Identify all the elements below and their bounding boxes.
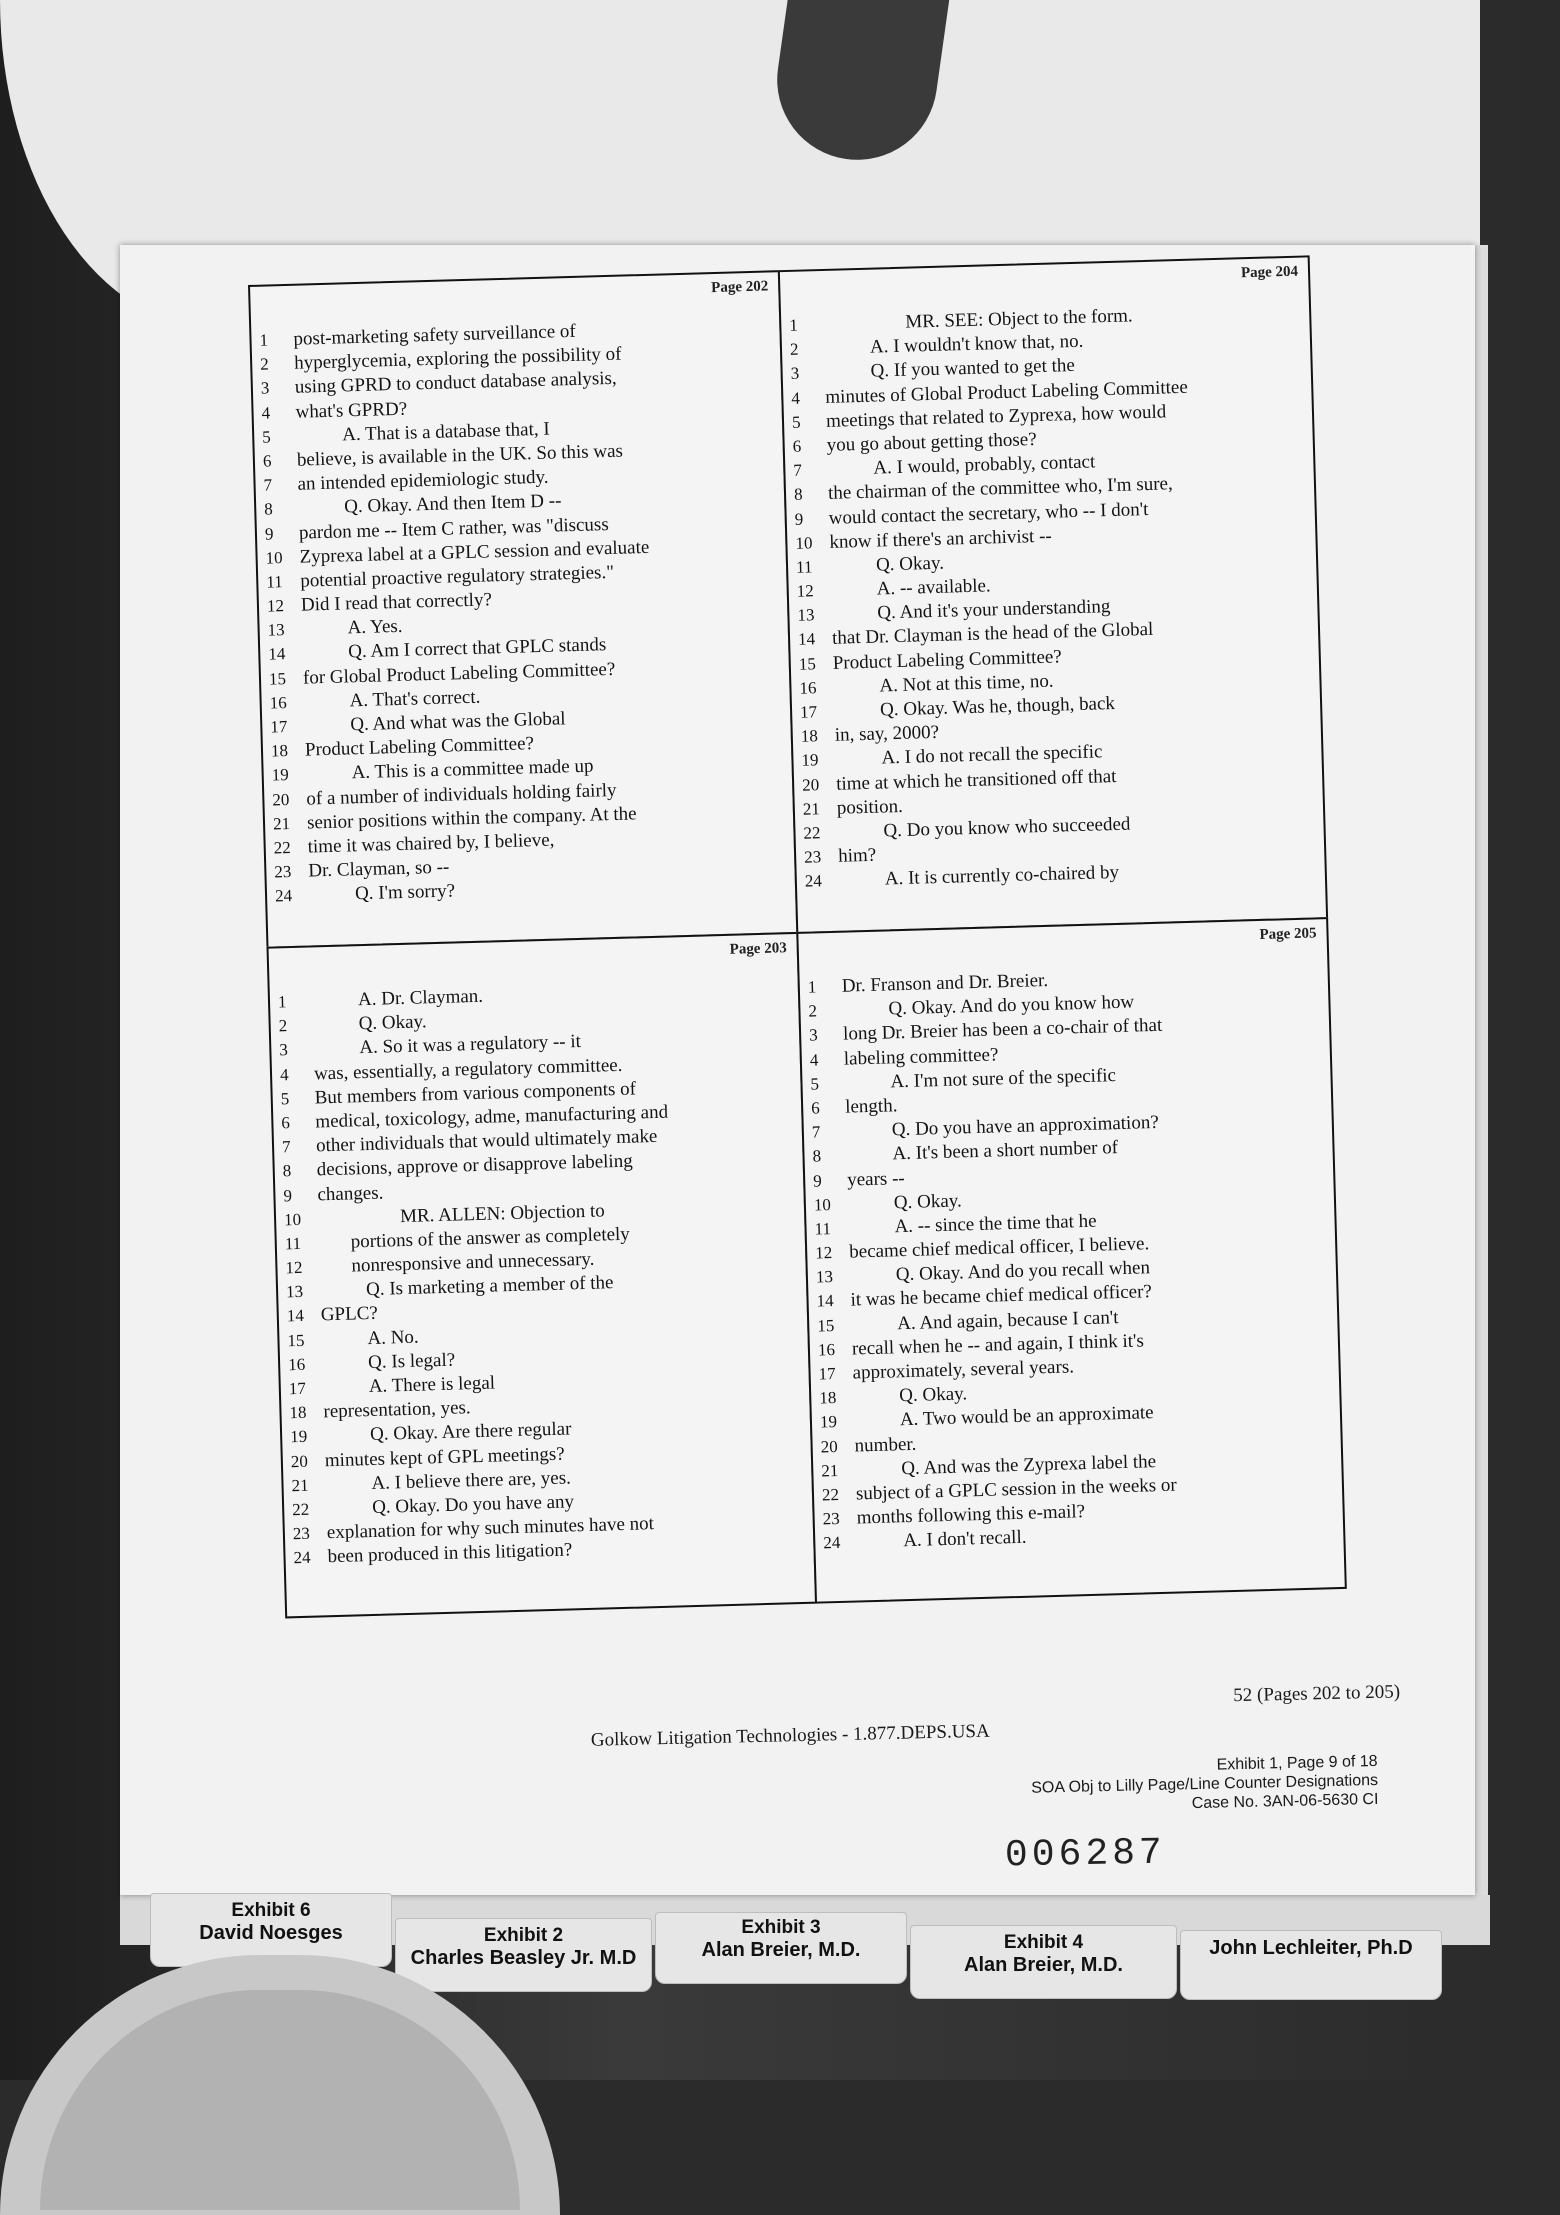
line-number: 17 — [288, 1378, 307, 1399]
line-number: 10 — [795, 533, 813, 553]
line-text: Q. Do you know who succeeded — [883, 813, 1131, 842]
line-number: 15 — [287, 1330, 305, 1350]
line-text: explanation for why such minutes have not — [326, 1513, 655, 1544]
line-text: post-marketing safety surveillance of — [293, 320, 576, 350]
tab-title: Exhibit 6 — [231, 1900, 311, 1921]
line-number: 18 — [800, 726, 819, 746]
line-text: the chairman of the committee who, I'm sure, — [827, 473, 1174, 505]
line-number: 4 — [809, 1049, 819, 1070]
line-text: Dr. Clayman, so -- — [308, 856, 450, 882]
line-text: A. -- since the time that he — [894, 1210, 1097, 1238]
line-number: 5 — [280, 1088, 290, 1109]
line-text: for Global Product Labeling Committee? — [302, 658, 616, 689]
line-number: 9 — [812, 1170, 822, 1191]
line-number: 6 — [281, 1113, 291, 1133]
line-number: 6 — [810, 1098, 820, 1118]
exhibit-line: Case No. 3AN-06-5630 CI — [1191, 1790, 1379, 1813]
line-text: A. Two would be an approximate — [899, 1402, 1154, 1431]
line-number: 13 — [267, 620, 285, 640]
line-text: him? — [837, 844, 877, 867]
line-text: recall when he -- and again, I think it's — [851, 1330, 1145, 1360]
line-number: 19 — [289, 1427, 308, 1447]
line-text: it was he became chief medical officer? — [850, 1281, 1153, 1312]
line-number: 16 — [269, 692, 287, 713]
line-number: 5 — [261, 427, 272, 447]
line-text: A. It is currently co-chaired by — [884, 862, 1120, 890]
line-number: 13 — [797, 605, 815, 626]
line-number: 13 — [285, 1282, 304, 1302]
line-number: 12 — [285, 1257, 303, 1278]
tab-name: Alan Breier, M.D. — [701, 1939, 861, 1961]
line-number: 20 — [820, 1436, 838, 1457]
exhibit-tab[interactable] — [910, 1925, 1177, 1999]
line-number: 3 — [279, 1040, 289, 1060]
line-text: using GPRD to conduct database analysis, — [294, 368, 617, 399]
line-number: 22 — [821, 1484, 840, 1505]
line-number: 24 — [804, 871, 823, 891]
line-number: 11 — [795, 557, 813, 577]
line-text: Q. Okay. Was he, though, back — [879, 692, 1116, 721]
line-number: 23 — [274, 862, 292, 882]
line-text: A. Yes. — [347, 616, 403, 639]
line-text: Q. Is marketing a member of the — [365, 1272, 614, 1301]
line-number: 21 — [291, 1475, 309, 1495]
exhibit-tab[interactable] — [655, 1912, 907, 1984]
line-text: decisions, approve or disapprove labeling — [316, 1150, 633, 1181]
line-number: 6 — [792, 436, 802, 456]
page-number: Page 203 — [729, 940, 787, 958]
page-number: Page 205 — [1259, 925, 1317, 944]
line-text: A. I do not recall the specific — [881, 741, 1103, 769]
tab-title: Exhibit 4 — [1003, 1932, 1084, 1953]
line-number: 4 — [279, 1064, 289, 1084]
line-text: Q. And it's your understanding — [877, 596, 1111, 624]
tab-name: Alan Breier, M.D. — [964, 1954, 1123, 1976]
line-text: an intended epidemiologic study. — [297, 466, 549, 495]
line-number: 15 — [817, 1315, 835, 1336]
exhibit-tab[interactable] — [395, 1918, 652, 1992]
bates-number: 006287 — [1004, 1831, 1167, 1878]
transcript-lines — [259, 314, 787, 909]
line-number: 8 — [793, 484, 803, 505]
line-text: MR. SEE: Object to the form. — [905, 305, 1133, 333]
line-text: time it was chaired by, I believe, — [307, 829, 555, 858]
line-text: meetings that related to Zyprexa, how would — [825, 401, 1167, 432]
line-text: A. I believe there are, yes. — [371, 1467, 572, 1494]
line-text: years -- — [846, 1167, 905, 1191]
line-text: became chief medical officer, I believe. — [848, 1233, 1150, 1263]
line-number: 19 — [819, 1412, 838, 1432]
line-number: 18 — [289, 1402, 307, 1423]
line-number: 9 — [264, 523, 274, 544]
line-text: other individuals that would ultimately make — [315, 1126, 658, 1157]
line-text: Q. Am I correct that GPLC stands — [348, 634, 607, 663]
line-number: 7 — [281, 1137, 291, 1157]
line-number: 16 — [287, 1354, 306, 1375]
line-text: A. I'm not sure of the specific — [890, 1064, 1117, 1093]
line-number: 11 — [266, 572, 283, 592]
line-text: know if there's an archivist -- — [829, 525, 1053, 553]
line-number: 10 — [283, 1209, 302, 1230]
line-text: medical, toxicology, adme, manufacturing and — [315, 1101, 669, 1133]
line-number: 24 — [293, 1548, 311, 1568]
line-text: A. That's correct. — [349, 686, 481, 712]
tab-name: Charles Beasley Jr. M.D — [410, 1947, 637, 1969]
line-number: 2 — [259, 354, 269, 374]
line-text: what's GPRD? — [295, 398, 408, 423]
line-text: potential proactive regulatory strategies." — [299, 561, 615, 592]
line-number: 12 — [796, 581, 815, 601]
line-text: A. Dr. Clayman. — [357, 985, 484, 1011]
tab-title: Exhibit 3 — [741, 1917, 821, 1938]
line-number: 23 — [292, 1523, 311, 1544]
transcript-quadrant-page-204 — [778, 255, 1328, 934]
line-number: 23 — [822, 1509, 840, 1529]
line-number: 12 — [814, 1243, 833, 1263]
line-number: 14 — [816, 1291, 834, 1311]
line-text: months following this e-mail? — [856, 1501, 1086, 1529]
line-text: time at which he transitioned off that — [835, 765, 1117, 795]
line-text: labeling committee? — [843, 1043, 999, 1070]
line-number: 7 — [793, 460, 803, 480]
line-text: Zyprexa label at a GPLC session and evaluate — [299, 536, 650, 568]
line-text: A. It's been a short number of — [892, 1137, 1119, 1165]
line-number: 7 — [263, 475, 273, 495]
line-number: 5 — [791, 412, 801, 432]
line-text: A. I would, probably, contact — [873, 451, 1096, 479]
line-text: representation, yes. — [323, 1397, 471, 1423]
line-number: 5 — [810, 1074, 820, 1094]
line-text: Q. If you wanted to get the — [870, 355, 1076, 383]
line-number: 3 — [260, 378, 270, 399]
line-number: 18 — [270, 741, 289, 761]
line-number: 9 — [283, 1185, 293, 1205]
line-text: Q. Okay. — [358, 1011, 427, 1035]
line-number: 3 — [790, 364, 800, 384]
line-text: Q. Okay. — [898, 1383, 968, 1407]
line-number: 17 — [799, 702, 818, 722]
line-number: 2 — [808, 1001, 818, 1021]
line-number: 20 — [272, 789, 290, 810]
line-text: Q. Okay. And do you recall when — [895, 1257, 1151, 1286]
exhibit-stamp — [908, 1752, 1379, 1820]
line-number: 17 — [818, 1364, 836, 1384]
line-text: Product Labeling Committee? — [304, 733, 535, 761]
line-text: nonresponsive and unnecessary. — [351, 1248, 595, 1277]
line-number: 3 — [808, 1025, 818, 1045]
line-number: 15 — [798, 653, 817, 674]
line-text: in, say, 2000? — [834, 722, 940, 746]
line-text: GPLC? — [320, 1303, 379, 1326]
line-text: A. There is legal — [368, 1372, 496, 1398]
line-number: 1 — [807, 977, 817, 997]
line-text: A. Not at this time, no. — [879, 670, 1054, 697]
line-text: A. And again, because I can't — [896, 1306, 1119, 1334]
transcript-quadrant-page-202 — [248, 270, 798, 949]
line-number: 8 — [812, 1146, 822, 1166]
line-number: 12 — [266, 596, 285, 616]
line-number: 2 — [278, 1016, 288, 1036]
line-text: pardon me -- Item C rather, was "discuss — [298, 513, 609, 544]
line-number: 21 — [821, 1460, 839, 1481]
line-text: that Dr. Clayman is the head of the Global — [831, 619, 1154, 650]
line-number: 11 — [814, 1218, 832, 1239]
line-text: believe, is available in the UK. So this was — [296, 440, 624, 471]
line-text: portions of the answer as completely — [350, 1223, 631, 1253]
line-number: 4 — [261, 402, 271, 423]
line-text: Q. Okay. Do you have any — [371, 1491, 575, 1518]
line-text: Q. And was the Zyprexa label the — [901, 1450, 1157, 1479]
line-number: 20 — [290, 1451, 309, 1471]
line-text: Q. Do you have an approximation? — [891, 1112, 1160, 1141]
transcript-lines — [808, 961, 1336, 1556]
line-number: 11 — [284, 1233, 302, 1254]
line-text: minutes of Global Product Labeling Committee — [825, 376, 1189, 408]
line-number: 23 — [803, 847, 822, 867]
line-number: 16 — [817, 1339, 836, 1360]
line-text: subject of a GPLC session in the weeks or — [855, 1474, 1178, 1505]
line-number: 22 — [273, 837, 291, 858]
line-number: 1 — [259, 330, 269, 350]
transcript-lines — [789, 300, 1317, 895]
line-text: Q. Okay. And then Item D -- — [343, 490, 562, 518]
tab-name: John Lechleiter, Ph.D — [1209, 1937, 1413, 1959]
line-number: 22 — [803, 823, 821, 843]
line-text: A. So it was a regulatory -- it — [359, 1031, 582, 1059]
line-text: long Dr. Breier has been a co-chair of that — [842, 1015, 1163, 1046]
line-number: 19 — [271, 765, 289, 785]
line-text: approximately, several years. — [852, 1356, 1075, 1384]
exhibit-line: SOA Obj to Lilly Page/Line Counter Designations — [1031, 1771, 1379, 1797]
line-number: 7 — [811, 1122, 821, 1142]
line-text: Q. I'm sorry? — [354, 880, 456, 905]
line-text: MR. ALLEN: Objection to — [399, 1200, 606, 1227]
line-text: you go about getting those? — [826, 428, 1037, 456]
line-text: A. I don't recall. — [903, 1527, 1027, 1552]
line-number: 2 — [789, 339, 799, 360]
exhibit-tab[interactable] — [1180, 1930, 1442, 2000]
line-text: A. I wouldn't know that, no. — [869, 330, 1084, 358]
tab-title: Exhibit 2 — [483, 1925, 564, 1946]
line-number: 24 — [274, 886, 293, 906]
line-number: 14 — [268, 644, 286, 665]
line-text: But members from various components of — [314, 1078, 637, 1109]
line-text: Q. Okay. And do you know how — [888, 991, 1135, 1020]
line-text: Q. Okay. — [893, 1190, 963, 1214]
line-text: A. That is a database that, I — [341, 418, 550, 446]
line-number: 22 — [291, 1499, 310, 1520]
line-number: 8 — [264, 499, 274, 519]
line-text: A. -- available. — [876, 575, 991, 600]
line-number: 10 — [265, 547, 283, 568]
line-number: 1 — [789, 315, 799, 335]
line-text: Dr. Franson and Dr. Breier. — [841, 969, 1049, 997]
transcript-quadrant-page-203 — [266, 932, 817, 1619]
line-number: 21 — [802, 798, 821, 819]
line-text: A. No. — [367, 1326, 419, 1349]
line-number: 14 — [797, 629, 816, 650]
transcript-quadrant-page-205 — [796, 917, 1347, 1604]
line-number: 9 — [794, 509, 804, 529]
line-text: Did I read that correctly? — [300, 589, 493, 616]
line-number: 20 — [801, 774, 820, 795]
page-number: Page 204 — [1240, 263, 1299, 282]
line-number: 14 — [286, 1306, 305, 1326]
line-number: 15 — [268, 668, 287, 689]
line-text: Q. And what was the Global — [350, 708, 566, 736]
transcript-grid — [248, 254, 1387, 1684]
line-text: Q. Okay. Are there regular — [369, 1418, 572, 1446]
line-text: Q. Is legal? — [367, 1349, 456, 1373]
line-text: was, essentially, a regulatory committee. — [313, 1054, 623, 1085]
reporter-line: Golkow Litigation Technologies - 1.877.DEPS.USA — [590, 1720, 990, 1751]
page-number: Page 202 — [710, 278, 769, 297]
line-text: senior positions within the company. At the — [306, 803, 637, 834]
exhibit-line: Exhibit 1, Page 9 of 18 — [1216, 1752, 1378, 1774]
line-text: been produced in this litigation? — [327, 1539, 573, 1568]
line-number: 18 — [819, 1388, 837, 1408]
line-number: 21 — [272, 813, 291, 834]
tab-name: David Noesges — [199, 1922, 343, 1944]
line-number: 8 — [282, 1161, 292, 1181]
line-number: 17 — [270, 717, 288, 737]
line-number: 24 — [823, 1533, 841, 1553]
line-text: minutes kept of GPL meetings? — [324, 1443, 565, 1471]
line-number: 16 — [799, 678, 817, 698]
line-number: 19 — [801, 750, 819, 771]
line-number: 1 — [277, 992, 287, 1012]
line-text: length. — [844, 1095, 898, 1118]
line-text: A. This is a committee made up — [351, 755, 594, 784]
line-number: 6 — [262, 451, 272, 471]
line-text: position. — [836, 795, 904, 819]
line-text: Q. Okay. — [875, 552, 945, 576]
line-text: Product Labeling Committee? — [832, 646, 1063, 674]
line-text: of a number of individuals holding fairly — [306, 779, 617, 810]
transcript-lines — [278, 976, 806, 1571]
line-text: number. — [854, 1433, 917, 1457]
line-number: 4 — [791, 388, 801, 408]
line-number: 10 — [813, 1194, 832, 1215]
line-text: changes. — [317, 1182, 384, 1205]
pages-note: 52 (Pages 202 to 205) — [1233, 1681, 1401, 1707]
line-text: hyperglycemia, exploring the possibility of — [293, 343, 622, 374]
line-number: 13 — [815, 1267, 834, 1287]
line-text: would contact the secretary, who -- I don't — [828, 498, 1149, 529]
